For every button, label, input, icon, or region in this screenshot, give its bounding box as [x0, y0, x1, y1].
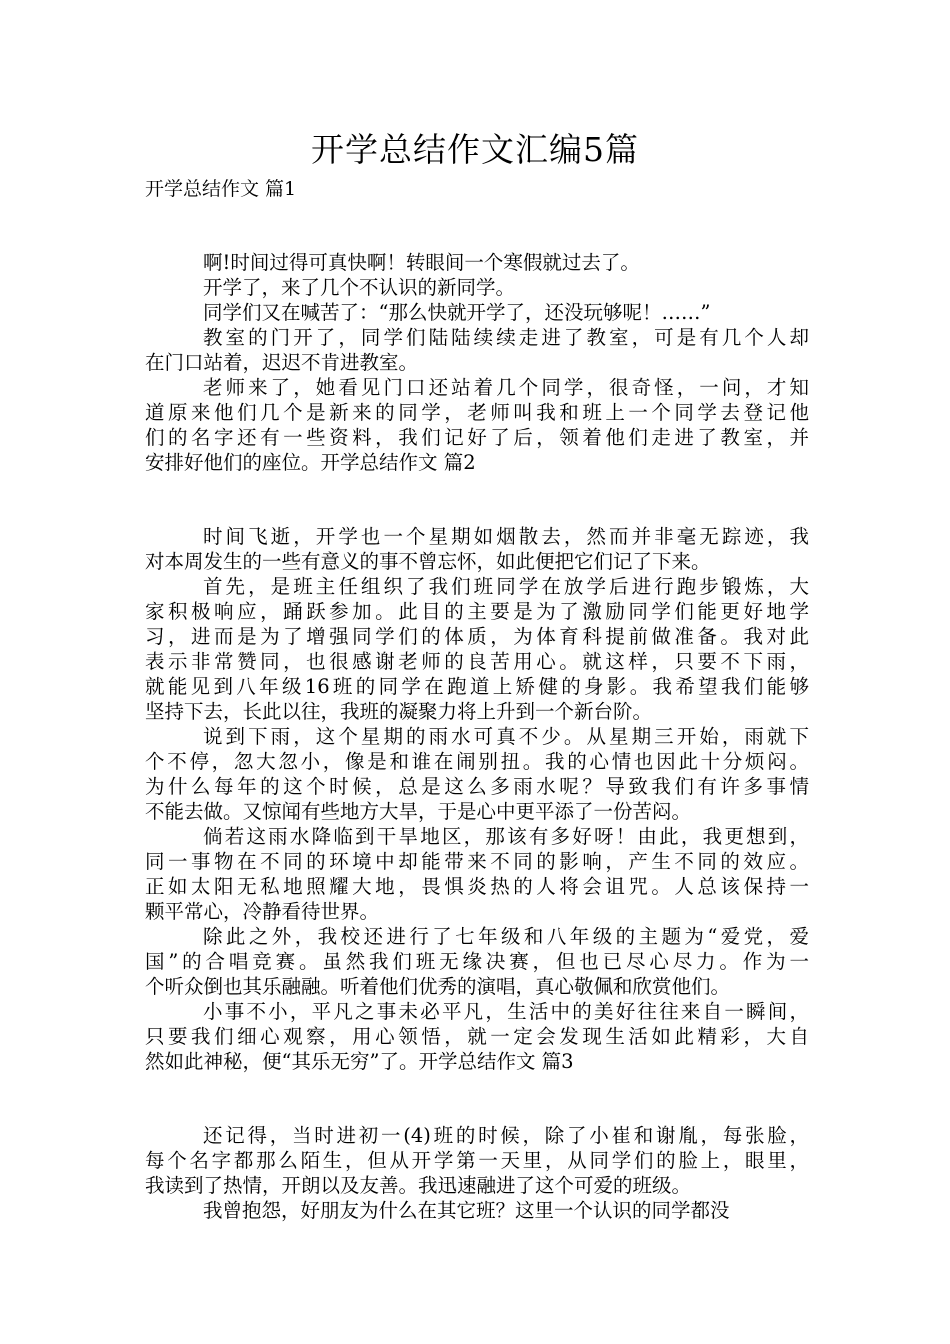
text-line: 就能见到八年级16班的同学在跑道上矫健的身影。我希望我们能够 — [145, 675, 809, 698]
text-line: 开学了，来了几个不认识的新同学。 — [203, 276, 516, 299]
section-heading-1: 开学总结作文 篇1 — [145, 178, 297, 200]
text-line: 我曾抱怨，好朋友为什么在其它班？这里一个认识的同学都没 — [203, 1199, 730, 1222]
text-line: 时间飞逝，开学也一个星期如烟散去，然而并非毫无踪迹，我 — [203, 525, 809, 548]
text-line: 为什么每年的这个时候，总是这么多雨水呢？导致我们有许多事情 — [145, 775, 809, 798]
text-line: 同学们又在喊苦了：“那么快就开学了，还没玩够呢！……” — [203, 301, 711, 324]
text-line: 倘若这雨水降临到干旱地区，那该有多好呀！由此，我更想到， — [203, 825, 809, 848]
text-line: 只要我们细心观察，用心领悟，就一定会发现生活如此精彩，大自 — [145, 1025, 809, 1048]
text-line: 颗平常心，冷静看待世界。 — [145, 900, 380, 923]
text-line: 个听众倒也其乐融融。听着他们优秀的演唱，真心敬佩和欣赏他们。 — [145, 975, 731, 998]
text-line: 老师来了，她看见门口还站着几个同学，很奇怪，一问，才知 — [203, 376, 809, 399]
text-line: 除此之外，我校还进行了七年级和八年级的主题为“爱党，爱 — [203, 925, 809, 948]
text-line: 每个名字都那么陌生，但从开学第一天里，从同学们的脸上，眼里， — [145, 1149, 809, 1172]
text-line: 还记得，当时进初一(4)班的时候，除了小崔和谢胤，每张脸， — [203, 1124, 809, 1147]
text-line: 说到下雨，这个星期的雨水可真不少。从星期三开始，雨就下 — [203, 725, 809, 748]
text-line: 然如此神秘，便“其乐无穷”了。开学总结作文 篇3 — [145, 1050, 574, 1073]
text-line: 道原来他们几个是新来的同学，老师叫我和班上一个同学去登记他 — [145, 401, 809, 424]
text-line: 国”的合唱竞赛。虽然我们班无缘决赛，但也已尽心尽力。作为一 — [145, 950, 809, 973]
text-line: 们的名字还有一些资料，我们记好了后，领着他们走进了教室，并 — [145, 426, 809, 449]
text-line: 对本周发生的一些有意义的事不曾忘怀，如此便把它们记了下来。 — [145, 550, 711, 573]
text-line: 不能去做。又惊闻有些地方大旱，于是心中更平添了一份苦闷。 — [145, 800, 692, 823]
text-line: 我读到了热情，开朗以及友善。我迅速融进了这个可爱的班级。 — [145, 1174, 692, 1197]
text-line: 正如太阳无私地照耀大地，畏惧炎热的人将会诅咒。人总该保持一 — [145, 875, 809, 898]
text-line: 教室的门开了，同学们陆陆续续走进了教室，可是有几个人却 — [203, 326, 809, 349]
text-line: 习，进而是为了增强同学们的体质，为体育科提前做准备。我对此 — [145, 625, 809, 648]
text-line: 同一事物在不同的环境中却能带来不同的影响，产生不同的效应。 — [145, 850, 809, 873]
text-line: 坚持下去，长此以往，我班的凝聚力将上升到一个新台阶。 — [145, 700, 653, 723]
text-line: 在门口站着，迟迟不肯进教室。 — [145, 351, 419, 374]
text-line: 小事不小，平凡之事未必平凡，生活中的美好往往来自一瞬间， — [203, 1000, 809, 1023]
text-line: 啊!时间过得可真快啊！转眼间一个寒假就过去了。 — [203, 251, 640, 274]
text-line: 安排好他们的座位。开学总结作文 篇2 — [145, 451, 476, 474]
text-line: 表示非常赞同，也很感谢老师的良苦用心。就这样，只要不下雨， — [145, 650, 809, 673]
text-line: 个不停，忽大忽小，像是和谁在闹别扭。我的心情也因此十分烦闷。 — [145, 750, 809, 773]
document-title: 开学总结作文汇编5篇 — [311, 130, 639, 169]
text-line: 家积极响应，踊跃参加。此目的主要是为了激励同学们能更好地学 — [145, 600, 809, 623]
text-line: 首先，是班主任组织了我们班同学在放学后进行跑步锻炼，大 — [203, 575, 809, 598]
